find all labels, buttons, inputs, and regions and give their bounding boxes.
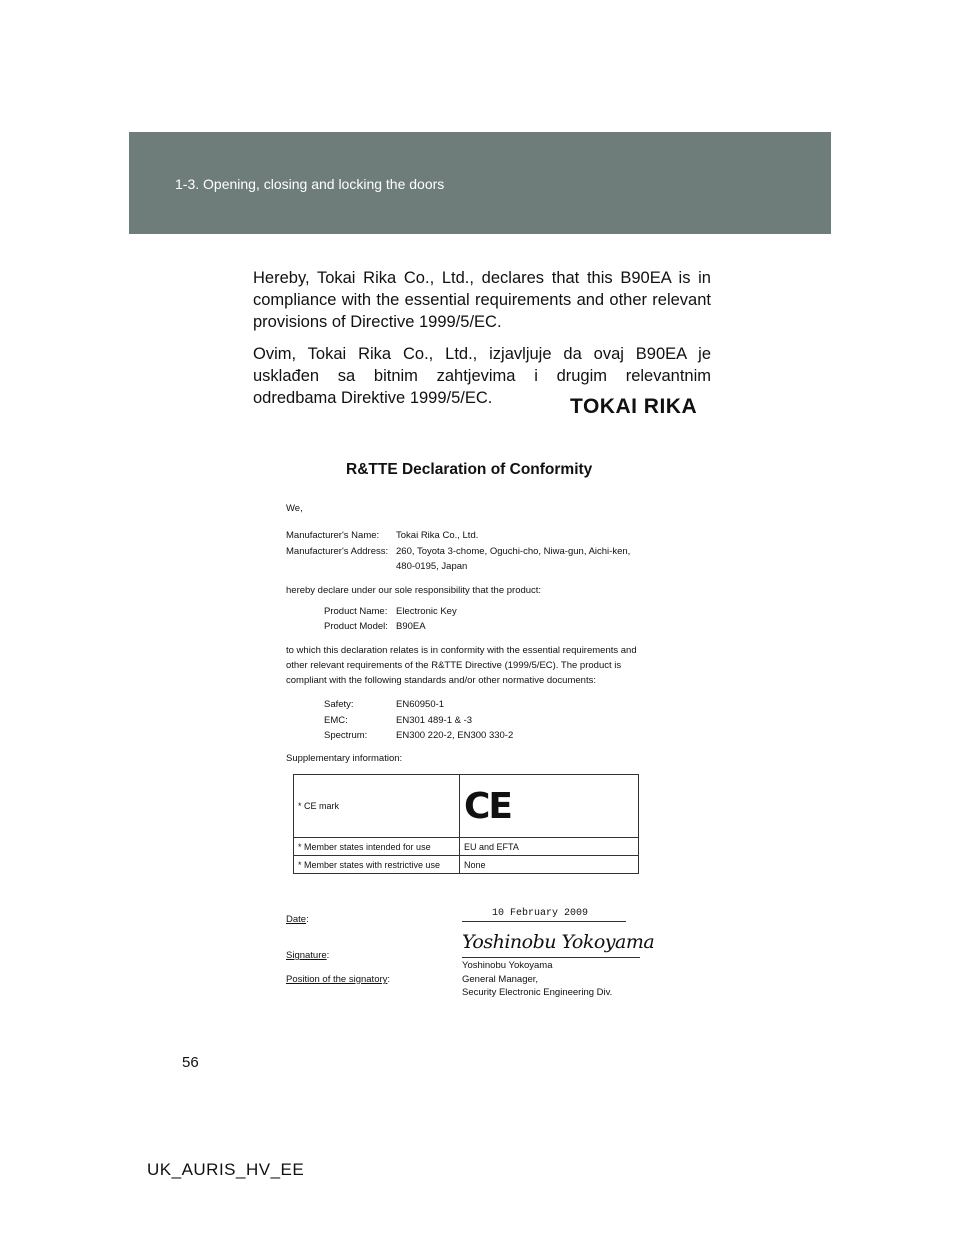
restrictive-use-value: None: [460, 856, 639, 874]
section-title: 1-3. Opening, closing and locking the doors: [175, 176, 445, 192]
signatory-division: Security Electronic Engineering Div.: [462, 987, 613, 998]
product-name-value: Electronic Key: [396, 606, 457, 617]
date-label-wrap: Date:: [286, 914, 309, 925]
handwritten-signature: Yoshinobu Yokoyama: [462, 931, 655, 953]
signature-line: [462, 957, 640, 958]
emc-label: EMC:: [324, 715, 348, 726]
signatory-name: Yoshinobu Yokoyama: [462, 960, 553, 971]
manufacturer-name-label: Manufacturer's Name:: [286, 530, 380, 541]
section-header: [129, 132, 831, 234]
restrictive-use-label: * Member states with restrictive use: [294, 856, 460, 874]
declaration-title: R&TTE Declaration of Conformity: [346, 461, 593, 478]
spectrum-label: Spectrum:: [324, 730, 368, 741]
document-code: UK_AURIS_HV_EE: [147, 1160, 305, 1179]
intro-croatian: Ovim, Tokai Rika Co., Ltd., izjavljuje da ovaj B90EA je usklađen sa bitnim zahtjevima i drugim relevantnim odredbama Direktive 1999/5/EC.: [253, 345, 711, 407]
intro-english: Hereby, Tokai Rika Co., Ltd., declares that this B90EA is in compliance with the essential requirements and other relevant provisions of Directive 1999/5/EC.: [253, 269, 711, 331]
product-name-label: Product Name:: [324, 606, 388, 617]
date-line: [462, 921, 626, 922]
member-states-label: * Member states intended for use: [294, 838, 460, 856]
table-row: [294, 775, 639, 838]
spectrum-value: EN300 220-2, EN300 330-2: [396, 730, 514, 741]
manufacturer-address-line1: 260, Toyota 3-chome, Oguchi-cho, Niwa-gun, Aichi-ken,: [396, 546, 631, 557]
signature-label-wrap: Signature:: [286, 950, 330, 961]
member-states-value: EU and EFTA: [460, 838, 639, 856]
emc-value: EN301 489-1 & -3: [396, 715, 473, 726]
date-value: 10 February 2009: [492, 908, 589, 919]
conformity-line-2: other relevant requirements of the R&TTE Directive (1999/5/EC). The product is: [286, 660, 622, 671]
safety-value: EN60950-1: [396, 699, 445, 710]
manufacturer-address-label: Manufacturer's Address:: [286, 546, 389, 557]
product-model-label: Product Model:: [324, 621, 388, 632]
ce-mark-cell: [460, 775, 639, 838]
table-row: [294, 856, 639, 874]
safety-label: Safety:: [324, 699, 354, 710]
declare-statement: hereby declare under our sole responsibility that the product:: [286, 585, 542, 596]
supplementary-label: Supplementary information:: [286, 753, 403, 764]
supplementary-table: [293, 774, 639, 874]
date-label: Date: [286, 914, 307, 925]
product-model-value: B90EA: [396, 621, 426, 632]
page-number: 56: [182, 1054, 199, 1071]
signature-label: Signature: [286, 950, 327, 961]
conformity-line-3: compliant with the following standards and/or other normative documents:: [286, 675, 596, 686]
conformity-line-1: to which this declaration relates is in conformity with the essential requirements and: [286, 645, 637, 656]
manufacturer-name-value: Tokai Rika Co., Ltd.: [396, 530, 479, 541]
ce-mark-label: * CE mark: [294, 775, 460, 838]
signatory-title: General Manager,: [462, 974, 539, 985]
tokai-rika-logo: TOKAI RIKA: [570, 395, 698, 418]
we-label: We,: [286, 503, 303, 514]
position-label: Position of the signatory: [286, 974, 388, 985]
manufacturer-address-line2: 480-0195, Japan: [396, 561, 468, 572]
position-label-wrap: Position of the signatory:: [286, 974, 391, 985]
table-row: [294, 838, 639, 856]
ce-mark-symbol: CE: [464, 785, 512, 827]
